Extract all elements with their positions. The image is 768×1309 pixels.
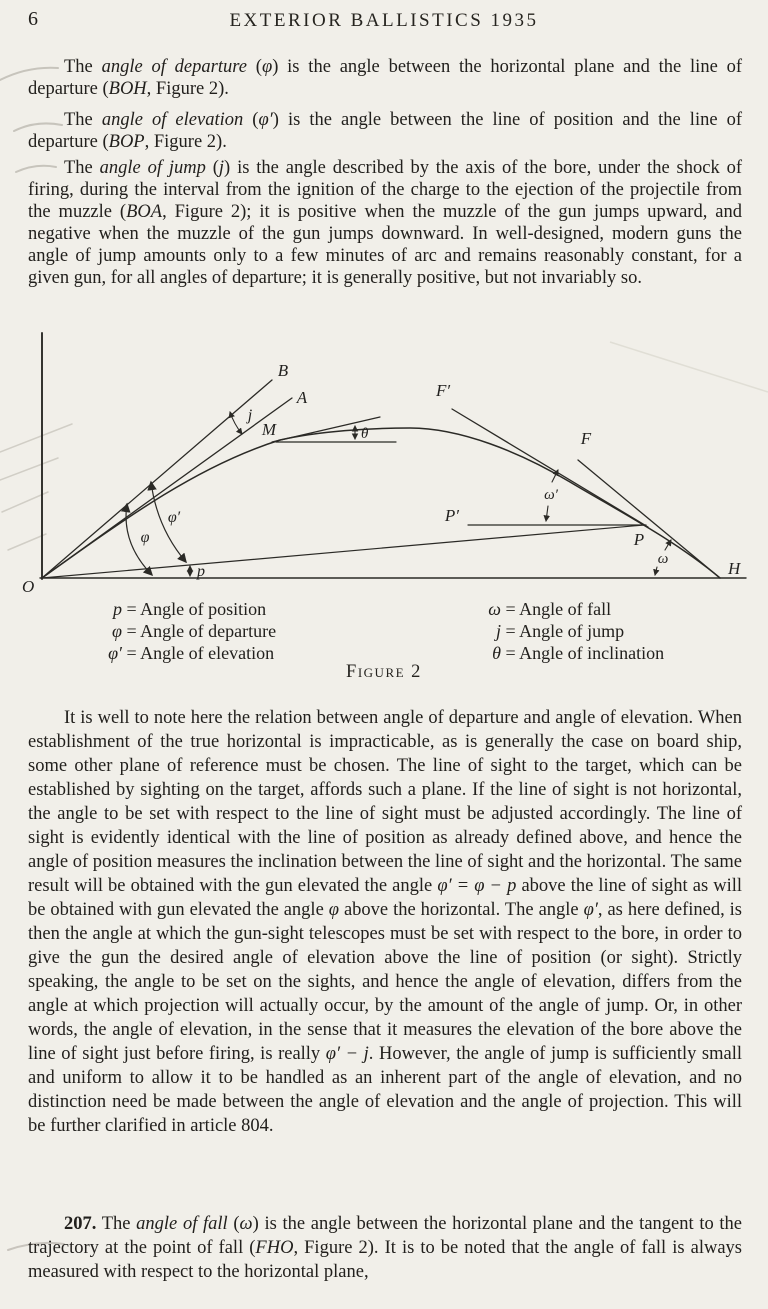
italic-text-segment: φ′ = φ − p [437, 876, 517, 896]
angle-label-phi: φ [140, 529, 150, 546]
tangent-at-H-line-F [578, 460, 720, 578]
paragraph-angle-of-jump [28, 157, 742, 289]
italic-text-segment: angle of departure [101, 57, 247, 77]
paragraph-207-angle-of-fall [28, 1212, 742, 1284]
legend-row [475, 598, 664, 620]
legend-row [475, 642, 664, 664]
angle-label-omega: ω [657, 551, 669, 567]
angle-label-theta: θ [361, 426, 369, 442]
line-OP-line-of-position [42, 525, 644, 578]
text-segment: = Angle of fall [501, 599, 612, 619]
text-segment: , Figure 2). [144, 132, 227, 152]
italic-text-segment: φ′ [108, 643, 122, 663]
text-segment: ) is the angle between the horizontal plane and the line of departure ( [28, 57, 742, 99]
point-label-O: O [22, 577, 35, 596]
figure-caption: Figure 2 [346, 662, 422, 682]
text-segment: = Angle of jump [501, 621, 625, 641]
text-segment: . However, the angle of jump is sufficiently small and uniform to allow it to be handled as an inherent part of the angle of elevation, and no distinction need be made between the angle of elevation and the angle of projection. This will be further clarified in article 804. [28, 1044, 742, 1136]
point-label-B: B [277, 361, 289, 380]
text-segment: ) is the angle between the line of position and the line of departure ( [28, 110, 743, 152]
figure-2-trajectory-diagram [0, 330, 768, 600]
legend-row [96, 598, 276, 620]
angle-label-p: p [197, 563, 205, 580]
point-label-H: H [728, 559, 741, 578]
angle-arrow-omega-prime-lower [546, 506, 548, 521]
point-label-M: M [261, 420, 277, 439]
text-segment: The [64, 158, 100, 178]
text-segment: ( [246, 57, 262, 77]
legend-row [96, 642, 276, 664]
text-segment: ) is the angle between the horizontal plane and the tangent to the trajectory at the point of fall ( [28, 1214, 742, 1258]
text-segment: above the line of sight as will be obtained with gun elevated the angle [28, 876, 742, 920]
tangent-at-P-line-F-prime [452, 409, 648, 527]
italic-text-segment: p [113, 599, 122, 619]
italic-text-segment: φ′ [583, 900, 598, 920]
italic-text-segment: BOP [108, 132, 145, 152]
point-label-P: P [633, 530, 645, 549]
italic-text-segment: FHO [255, 1238, 294, 1258]
point-label-F: F [580, 429, 592, 448]
text-segment: above the horizontal. The angle [339, 900, 584, 920]
paragraph-angle-of-departure [28, 56, 742, 100]
text-segment: = Angle of inclination [501, 643, 665, 663]
text-segment: , Figure 2). It is to be noted that the angle of fall is always measured with respect to the horizontal plane, [28, 1238, 742, 1282]
legend-left-column [96, 598, 276, 664]
text-segment: = Angle of position [122, 599, 267, 619]
text-segment: , Figure 2); it is positive when the muzzle of the gun jumps upward, and negative when the muzzle of the gun jumps downward. In well-designed, modern guns the angle of jump amounts only to a few minutes of arc and remains reasonably constant, for a given gun, for all angles of departure; it is generally positive, but not invariably so. [28, 202, 742, 288]
text-segment: The [96, 1214, 137, 1234]
italic-text-segment: angle of elevation [101, 110, 244, 130]
line-OB-line-of-departure [42, 380, 272, 578]
italic-text-segment: BOH [108, 79, 147, 99]
legend-row [475, 620, 664, 642]
text-segment: The [64, 57, 102, 77]
paragraph-departure-elevation-relation [28, 706, 742, 1138]
angle-label-omega-prime: ω′ [544, 487, 558, 503]
italic-text-segment: j [495, 621, 501, 641]
text-segment: It is well to note here the relation between angle of departure and angle of elevation. When establishment of the true horizontal is impracticable, as is generally the case on board ship, some other plane of reference must be chosen. The line of sight to the target, which can be established by sighting on the target, affords such a plane. If the line of sight is not horizontal, the angle to be set with respect to the line of sight must be adjusted accordingly. The line of sight is evidently identical with the line of position as already defined above, and hence the angle of position measures the inclination between the line of sight and the horizontal. The same result will be obtained with the gun elevated the angle [28, 708, 742, 896]
italic-text-segment: ω [488, 599, 501, 619]
italic-text-segment: angle of fall [136, 1214, 228, 1234]
paragraph-angle-of-elevation [28, 109, 742, 153]
text-segment: ( [227, 1214, 240, 1234]
angle-label-j: j [247, 407, 253, 424]
point-label-F-prime: F′ [435, 381, 451, 400]
italic-text-segment: φ [261, 57, 273, 77]
point-label-A: A [296, 388, 308, 407]
legend-row [96, 620, 276, 642]
page-header-title: EXTERIOR BALLISTICS 1935 [229, 10, 539, 31]
legend-right-column [475, 598, 664, 664]
text-segment: ( [205, 158, 219, 178]
angle-arrow-omega-upper [665, 540, 671, 550]
angle-label-phi-prime: φ′ [167, 509, 181, 526]
text-segment: = Angle of elevation [122, 643, 275, 663]
bold-text-segment: 207. [64, 1214, 97, 1234]
italic-text-segment: angle of jump [99, 158, 206, 178]
text-segment: , as here defined, is then the angle at which the gun-sight telescopes must be set with respect to the bore, in order to give the gun the desired angle of elevation above the line of position (or sight). Strictly speaking, the angle to be set on the sights, and hence the angle of elevation, differs from the angle at which projection will actually occur, by the amount of the angle of jump. Or, in other words, the angle of elevation, in the sense that it measures the elevation of the bore above the line of sight just before firing, is really [28, 900, 742, 1064]
text-segment: = Angle of departure [122, 621, 277, 641]
italic-text-segment: φ [328, 900, 339, 920]
italic-text-segment: φ [112, 621, 122, 641]
italic-text-segment: φ′ − j [325, 1044, 369, 1064]
italic-text-segment: j [218, 158, 225, 178]
page-number: 6 [28, 8, 38, 30]
italic-text-segment: φ′ [258, 110, 273, 130]
point-label-P-prime: P′ [444, 506, 459, 525]
angle-arrow-omega-lower [655, 567, 657, 575]
italic-text-segment: θ [492, 643, 501, 663]
text-segment: ) is the angle described by the axis of the bore, under the shock of firing, during the interval from the ignition of the charge to the ejection of the projectile from the muzzle ( [28, 158, 742, 222]
text-segment: The [64, 110, 102, 130]
trajectory-curve [42, 428, 720, 578]
text-segment: , Figure 2). [146, 79, 229, 99]
text-segment: ( [243, 110, 259, 130]
italic-text-segment: ω [239, 1214, 253, 1234]
italic-text-segment: BOA [126, 202, 163, 222]
